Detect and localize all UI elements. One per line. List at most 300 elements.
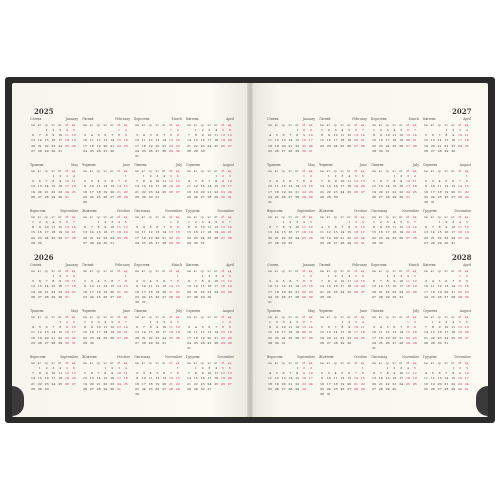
calendar-day: 10 (162, 325, 167, 330)
calendar-day: 21 (207, 189, 212, 194)
calendar-day: 22 (430, 335, 435, 340)
calendar-day: 15 (148, 330, 153, 335)
calendar-day: 1 (176, 366, 179, 370)
weekday-label: чт (207, 269, 211, 273)
calendar-day: 1 (124, 274, 127, 278)
calendar-day: 30 (308, 294, 313, 299)
weekday-label: пн (31, 269, 35, 273)
calendar-day: 19 (155, 381, 160, 386)
calendar-day: 17 (340, 184, 345, 189)
calendar-day: 14 (162, 230, 167, 235)
calendar-day: 14 (385, 184, 390, 189)
calendar-day: 19 (424, 143, 428, 148)
calendar-day: 16 (288, 230, 293, 235)
calendar-day: 12 (123, 225, 128, 230)
weekday-label: ср (281, 269, 285, 273)
weekday-label: пт (110, 169, 114, 173)
calendar-day: 29 (148, 340, 153, 345)
calendar-day: 22 (148, 335, 153, 340)
calendar-day: 12 (326, 230, 331, 235)
calendar-day: 8 (149, 325, 152, 330)
calendar-day: 22 (193, 143, 198, 148)
month-2026-10 (82, 355, 130, 399)
calendar-day: 28 (227, 235, 232, 240)
month-name-en: May (308, 163, 315, 167)
calendar-day: 22 (326, 289, 331, 294)
calendar-day: 3 (400, 274, 403, 278)
calendar-day: 2 (379, 128, 382, 132)
calendar-day: 6 (104, 133, 107, 138)
calendar-day: 24 (354, 335, 358, 340)
calendar-day: 13 (288, 284, 293, 289)
calendar-day: 14 (320, 184, 324, 189)
calendar-day: 30 (347, 340, 352, 345)
calendar-day: 2 (45, 366, 48, 370)
calendar-day: 10 (135, 230, 139, 235)
calendar-day: 19 (347, 138, 352, 143)
calendar-day: 22 (392, 189, 397, 194)
calendar-day: 27 (288, 294, 293, 299)
month-header (423, 209, 471, 214)
month-name-uk: Лютий (319, 263, 331, 267)
month-header (267, 355, 315, 360)
calendar-day: 16 (302, 376, 306, 381)
month-header (319, 209, 367, 214)
calendar-day: 2 (445, 220, 448, 224)
weekday-label: сб (65, 269, 69, 273)
calendar-day: 31 (162, 340, 167, 345)
calendar-day: 8 (327, 179, 330, 184)
calendar-day: 19 (31, 189, 35, 194)
month-header (134, 309, 182, 314)
calendar-day: 1 (84, 320, 86, 324)
weekday-label: пн (83, 215, 87, 219)
calendar-day: 14 (51, 330, 56, 335)
weekday-label: вт (141, 215, 145, 219)
calendar-day: 16 (193, 230, 198, 235)
weekday-label: пн (187, 169, 191, 173)
calendar-day: 24 (451, 235, 456, 240)
weekday-label: вт (326, 269, 330, 273)
calendar-day: 29 (96, 240, 101, 245)
weekday-label: сб (406, 269, 410, 273)
year-calendar-2027 (267, 117, 471, 257)
calendar-day: 17 (295, 230, 300, 235)
calendar-day: 1 (170, 128, 172, 132)
calendar-day: 9 (438, 325, 441, 330)
calendar-day: 6 (208, 325, 211, 330)
calendar-day: 20 (326, 335, 331, 340)
calendar-day: 16 (200, 138, 205, 143)
calendar-day: 19 (274, 143, 279, 148)
weekday-label: пн (187, 123, 191, 127)
calendar-day: 22 (406, 335, 410, 340)
weekday-label: ср (437, 315, 441, 319)
calendar-day: 18 (320, 235, 324, 240)
month-name-en: October (353, 355, 367, 359)
calendar-day: 8 (373, 133, 375, 138)
calendar-day: 28 (44, 294, 49, 299)
calendar-day: 11 (274, 284, 279, 289)
calendar-day: 29 (385, 294, 390, 299)
calendar-day: 5 (156, 279, 159, 284)
calendar-day: 8 (321, 133, 323, 138)
calendar-day: 19 (96, 143, 101, 148)
month-name-en: April (463, 117, 471, 121)
calendar-day: 30 (148, 194, 153, 199)
calendar-day: 7 (208, 179, 211, 184)
calendar-day: 5 (282, 179, 285, 184)
weekday-label: пт (58, 169, 62, 173)
calendar-day: 10 (399, 279, 404, 284)
calendar-day: 28 (320, 294, 324, 299)
calendar-day: 20 (200, 189, 205, 194)
calendar-day: 20 (155, 143, 160, 148)
calendar-day: 18 (451, 330, 456, 335)
calendar-day: 3 (84, 133, 86, 138)
calendar-day: 28 (430, 240, 435, 245)
calendar-day: 1 (431, 320, 434, 324)
calendar-day: 8 (194, 371, 197, 376)
calendar-day: 29 (175, 386, 180, 391)
calendar-day: 19 (193, 189, 198, 194)
weekday-label: пн (187, 315, 191, 319)
calendar-day: 18 (406, 284, 410, 289)
calendar-day: 9 (176, 225, 179, 230)
calendar-day: 16 (135, 381, 139, 386)
calendar-day: 30 (302, 148, 306, 153)
weekday-label: нд (360, 315, 365, 319)
calendar-day: 27 (281, 148, 286, 153)
calendar-day: 4 (269, 133, 271, 138)
calendar-day: 23 (412, 335, 417, 340)
weekday-label: пт (214, 361, 218, 365)
calendar-day: 4 (379, 325, 382, 330)
calendar-day: 30 (399, 194, 404, 199)
calendar-day: 21 (44, 189, 49, 194)
calendar-day: 17 (385, 230, 390, 235)
month-name-en: March (171, 263, 182, 267)
calendar-day: 15 (326, 184, 331, 189)
calendar-day: 21 (274, 235, 279, 240)
calendar-day: 16 (221, 184, 225, 189)
month-2026-11 (134, 355, 182, 399)
calendar-day: 2 (59, 274, 62, 278)
calendar-day: 12 (103, 184, 108, 189)
weekday-label: нд (464, 215, 469, 219)
weekday-label: пт (58, 361, 62, 365)
calendar-day: 7 (438, 133, 441, 138)
month-header (371, 309, 419, 314)
calendar-day: 14 (320, 284, 324, 289)
calendar-day: 1 (32, 220, 34, 224)
weekday-label: пт (451, 169, 455, 173)
calendar-day: 6 (163, 279, 166, 284)
calendar-day: 21 (451, 289, 456, 294)
calendar-day: 16 (354, 230, 358, 235)
month-name-en: August (459, 163, 471, 167)
calendar-day: 13 (333, 230, 338, 235)
weekday-label: пн (424, 269, 428, 273)
calendar-day: 13 (103, 138, 108, 143)
calendar-day: 15 (385, 376, 390, 381)
weekday-label: нд (123, 269, 128, 273)
calendar-day: 19 (412, 284, 417, 289)
calendar-day: 29 (302, 294, 306, 299)
calendar-day: 28 (295, 194, 300, 199)
calendar-day: 29 (464, 194, 469, 199)
calendar-day: 9 (393, 279, 396, 284)
calendar-day: 31 (110, 240, 115, 245)
weekday-label: ср (148, 215, 152, 219)
calendar-day: 13 (281, 138, 286, 143)
calendar-day: 7 (275, 225, 278, 230)
month-name-uk: Березень (134, 263, 150, 267)
calendar-day: 1 (170, 220, 172, 224)
calendar-day: 27 (110, 294, 115, 299)
weekday-label: вт (326, 215, 330, 219)
calendar-day: 12 (354, 179, 358, 184)
calendar-day: 29 (281, 240, 286, 245)
calendar-day: 7 (136, 179, 138, 184)
calendar-day: 27 (37, 194, 42, 199)
calendar-day: 26 (281, 194, 286, 199)
calendar-day: 1 (438, 220, 441, 224)
weekday-label: нд (123, 169, 128, 173)
calendar-day: 11 (333, 376, 338, 381)
calendar-day: 19 (227, 284, 232, 289)
calendar-day: 16 (175, 138, 180, 143)
calendar-day: 29 (123, 194, 128, 199)
calendar-day: 26 (399, 143, 404, 148)
calendar-day: 13 (89, 376, 94, 381)
weekday-label: пт (110, 123, 114, 127)
calendar-day: 22 (51, 289, 56, 294)
month-name-uk: Грудень (423, 209, 437, 213)
calendar-day: 9 (104, 225, 107, 230)
weekday-label: ср (96, 169, 100, 173)
calendar-day: 17 (451, 230, 456, 235)
calendar-day: 18 (117, 230, 121, 235)
calendar-day: 5 (228, 274, 231, 278)
calendar-day: 15 (193, 376, 198, 381)
calendar-day: 7 (228, 220, 231, 224)
calendar-day: 2 (176, 220, 179, 224)
month-2027-10 (319, 209, 367, 253)
calendar-day: 25 (169, 335, 173, 340)
weekday-label: вт (378, 169, 382, 173)
calendar-day: 29 (193, 148, 198, 153)
calendar-day: 3 (400, 366, 403, 370)
weekday-label: сб (117, 269, 121, 273)
calendar-day: 23 (399, 189, 404, 194)
calendar-day: 11 (451, 325, 456, 330)
calendar-day: 14 (89, 230, 94, 235)
calendar-day: 23 (308, 289, 313, 294)
month-name-en: June (359, 163, 367, 167)
calendar-day: 2 (149, 174, 152, 178)
calendar-day: 12 (65, 371, 69, 376)
calendar-day: 25 (221, 289, 225, 294)
month-name-uk: Липень (134, 163, 147, 167)
weekday-label: вт (37, 361, 41, 365)
calendar-day: 3 (136, 133, 138, 138)
calendar-day: 9 (90, 325, 93, 330)
calendar-day: 31 (451, 240, 456, 245)
calendar-day: 2 (66, 320, 68, 324)
calendar-day: 4 (149, 371, 152, 376)
calendar-day: 4 (72, 274, 75, 278)
calendar-day: 9 (136, 376, 138, 381)
calendar-day: 7 (309, 320, 312, 324)
weekday-label: вт (378, 123, 382, 127)
month-header (319, 117, 367, 122)
calendar-day: 21 (44, 289, 49, 294)
calendar-day: 14 (37, 138, 42, 143)
calendar-day: 4 (104, 320, 107, 324)
calendar-day: 3 (407, 174, 409, 178)
weekday-label: сб (169, 269, 173, 273)
calendar-day: 11 (424, 376, 428, 381)
calendar-day: 13 (268, 230, 272, 235)
weekday-label: нд (123, 215, 128, 219)
calendar-day: 21 (378, 381, 383, 386)
calendar-day: 4 (32, 325, 34, 330)
calendar-day: 23 (458, 381, 462, 386)
calendar-day: 21 (31, 381, 35, 386)
calendar-day: 8 (188, 225, 190, 230)
calendar-day: 12 (110, 325, 115, 330)
calendar-day: 15 (44, 138, 49, 143)
calendar-day: 25 (51, 235, 56, 240)
calendar-day: 11 (117, 225, 121, 230)
calendar-day: 30 (103, 240, 108, 245)
calendar-day: 3 (309, 366, 312, 370)
calendar-day: 22 (44, 143, 49, 148)
calendar-day: 1 (97, 220, 100, 224)
weekday-label: нд (71, 215, 76, 219)
calendar-day: 8 (445, 133, 448, 138)
calendar-day: 19 (281, 189, 286, 194)
calendar-day: 3 (72, 320, 75, 324)
calendar-day: 28 (37, 148, 42, 153)
calendar-day: 9 (228, 325, 231, 330)
weekday-label: сб (302, 269, 306, 273)
calendar-day: 31 (281, 340, 286, 345)
calendar-day: 4 (303, 220, 305, 224)
calendar-day: 8 (104, 371, 107, 376)
calendar-day: 10 (207, 133, 212, 138)
calendar-day: 2 (438, 320, 441, 324)
calendar-day: 27 (268, 240, 272, 245)
weekday-label: ср (437, 215, 441, 219)
calendar-day: 20 (110, 189, 115, 194)
calendar-day: 6 (355, 128, 357, 132)
calendar-day: 22 (372, 143, 376, 148)
calendar-day: 4 (289, 320, 292, 324)
calendar-day: 20 (103, 143, 108, 148)
calendar-day: 3 (431, 179, 434, 184)
weekday-label: сб (117, 315, 121, 319)
calendar-day: 23 (302, 381, 306, 386)
calendar-day: 30 (44, 386, 49, 391)
calendar-day: 25 (96, 294, 101, 299)
calendar-day: 23 (308, 189, 313, 194)
calendar-day: 23 (378, 143, 383, 148)
calendar-day: 9 (136, 284, 138, 289)
calendar-day: 20 (162, 381, 167, 386)
calendar-day: 2 (355, 220, 357, 224)
calendar-day: 27 (200, 194, 205, 199)
calendar-day: 21 (117, 289, 121, 294)
calendar-day: 2 (201, 128, 204, 132)
weekday-label: нд (71, 361, 76, 365)
weekday-label: вт (430, 169, 434, 173)
calendar-day: 1 (459, 274, 461, 278)
calendar-day: 8 (84, 325, 86, 330)
calendar-day: 26 (37, 340, 42, 345)
month-name-en: October (116, 209, 130, 213)
calendar-day: 4 (431, 279, 434, 284)
calendar-day: 6 (282, 133, 285, 138)
calendar-day: 25 (141, 240, 146, 245)
month-name-en: June (122, 309, 130, 313)
calendar-day: 3 (334, 128, 337, 132)
weekday-label: сб (302, 169, 306, 173)
calendar-day: 7 (72, 220, 75, 224)
calendar-day: 8 (170, 225, 172, 230)
calendar-day: 26 (295, 335, 300, 340)
weekday-label: пт (347, 169, 351, 173)
calendar-day: 17 (326, 381, 331, 386)
calendar-day: 30 (110, 386, 115, 391)
month-name-uk: Січень (30, 117, 42, 121)
calendar-day: 10 (399, 371, 404, 376)
month-header (319, 163, 367, 168)
weekday-label: чт (51, 269, 55, 273)
calendar-day: 23 (274, 335, 279, 340)
calendar-day: 1 (327, 274, 330, 278)
calendar-day: 6 (407, 128, 409, 132)
calendar-day: 27 (110, 194, 115, 199)
calendar-day: 12 (412, 371, 417, 376)
calendar-day: 22 (320, 143, 324, 148)
weekday-label: нд (308, 123, 313, 127)
weekday-label: нд (412, 361, 417, 365)
month-2026-12 (186, 355, 234, 399)
calendar-day: 10 (360, 225, 365, 230)
month-2026-7 (134, 309, 182, 353)
calendar-day: 12 (444, 184, 449, 189)
calendar-day: 7 (188, 371, 190, 376)
calendar-day: 12 (430, 376, 435, 381)
calendar-day: 19 (71, 138, 76, 143)
weekday-label: нд (308, 215, 313, 219)
calendar-day: 26 (274, 386, 279, 391)
calendar-day: 5 (66, 366, 68, 370)
weekday-label: чт (155, 361, 159, 365)
month-name-uk: Червень (319, 163, 333, 167)
calendar-day: 15 (51, 284, 56, 289)
calendar-day: 10 (451, 225, 456, 230)
weekday-label: ср (96, 215, 100, 219)
month-2025-10 (82, 209, 130, 253)
calendar-day: 6 (156, 133, 159, 138)
month-name-en: February (352, 117, 367, 121)
calendar-day: 12 (103, 284, 108, 289)
calendar-day: 11 (148, 376, 153, 381)
calendar-day: 31 (135, 154, 139, 158)
